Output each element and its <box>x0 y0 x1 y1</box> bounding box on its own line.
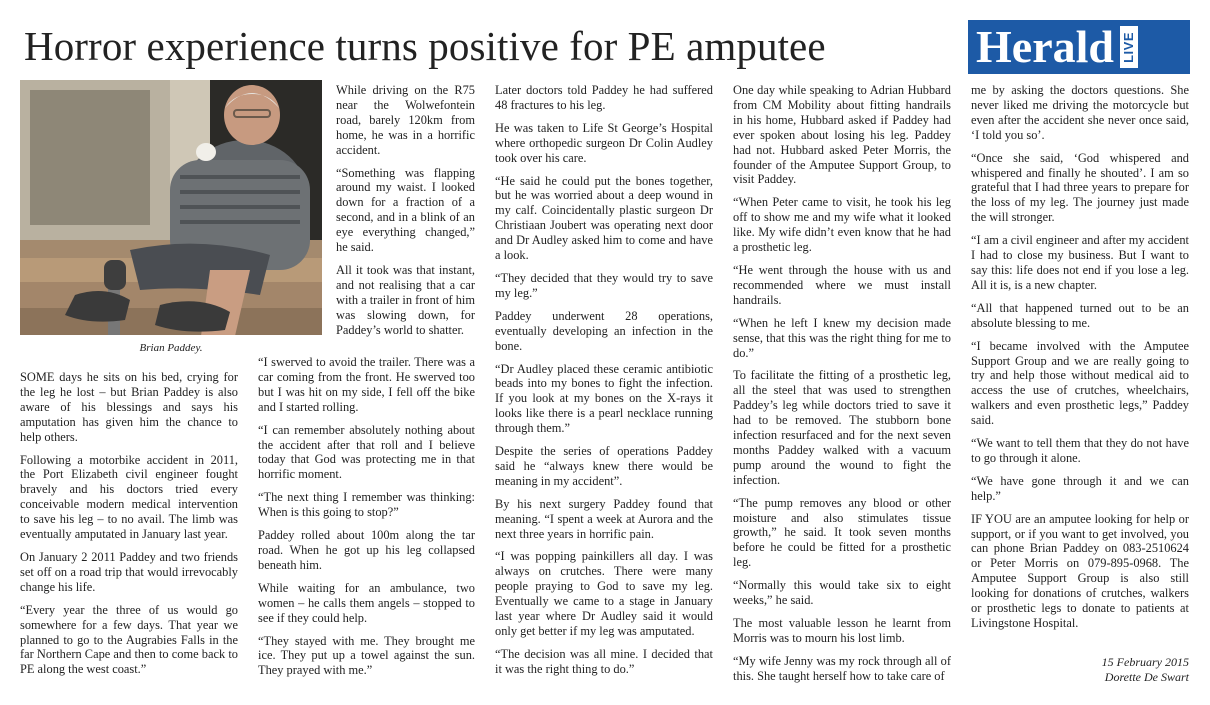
byline <box>971 655 1189 684</box>
paragraph: “Every year the three of us would go somewhere for a few days. That year we planned to go to the Augrabies Falls in the far Northern Cape and then to come back to PE along the west coast.” <box>20 602 238 677</box>
paragraph: One day while speaking to Adrian Hubbard from CM Mobility about fitting handrails in his home, Hubbard asked if Paddey had ever spoken about losing his leg. Paddey had not. Hubbard asked Peter Morris, the founder of the Amputee Support Group, to visit Paddey. <box>733 83 951 187</box>
logo-live-badge <box>1120 26 1138 68</box>
paragraph: He was taken to Life St George’s Hospital where orthopedic surgeon Dr Colin Audley took over his care. <box>495 120 713 165</box>
paragraph: “Normally this would take six to eight weeks,” he said. <box>733 578 951 608</box>
author-name: Dorette De Swart <box>1104 669 1189 684</box>
paragraph: On January 2 2011 Paddey and two friends set off on a road trip that would irrevocably change his life. <box>20 549 238 594</box>
publish-date: 15 February 2015 <box>1101 655 1189 669</box>
paragraph: All it took was that instant, and not realising that a car with a trailer in front of him was slowing down, for Paddey’s world to shatter. <box>336 262 476 337</box>
photo-caption: Brian Paddey. <box>139 342 203 354</box>
paragraph: “My wife Jenny was my rock through all of this. She taught herself how to take care of <box>733 653 951 683</box>
paragraph: “Once she said, ‘God whispered and whispered and finally he shouted’. I am so grateful that I had three years to prepare for the loss of my leg. The journey just made the will stronger. <box>971 150 1189 225</box>
paragraph: SOME days he sits on his bed, crying for the leg he lost – but Brian Paddey is also aware of his blessings and says his amputation has given him the chance to help others. <box>20 370 238 444</box>
paragraph: “Dr Audley placed these ceramic antibiotic beads into my bones to fight the infection. If you look at my bones on the X-rays it looks like there is a pearl necklace running through them.” <box>495 361 713 436</box>
paragraph: Paddey underwent 28 operations, eventually developing an infection in the bone. <box>495 308 713 353</box>
paragraph: “The next thing I remember was thinking: When is this going to stop?” <box>258 490 475 520</box>
paragraph: “They stayed with me. They brought me ice. They put up a towel against the sun. They prayed with me.” <box>258 633 475 678</box>
article-photo <box>20 80 322 335</box>
paragraph: “We have gone through it and we can help.” <box>971 473 1189 503</box>
paragraph: “Something was flapping around my waist. I looked down for a fraction of a second, and in a blink of an eye everything changed,” he said. <box>336 165 475 255</box>
paragraph: “When he left I knew my decision made sense, that this was the right thing for me to do.” <box>733 315 951 360</box>
logo-name: Herald <box>976 21 1114 72</box>
paragraph: “He said he could put the bones together, but he was worried about a deep wound in my calf. Coincidentally plastic surgeon Dr Christiaan Joubert was operating next door and Dr Audley asked him to come and have a look. <box>495 173 713 263</box>
photo-illustration <box>20 80 322 335</box>
paragraph: While waiting for an ambulance, two women – he calls them angels – stopped to see if they could help. <box>258 580 475 625</box>
paragraph: Later doctors told Paddey he had suffered 48 fractures to his leg. <box>495 83 713 112</box>
paragraph: Despite the series of operations Paddey said he “always knew there would be meaning in my accident”. <box>495 444 713 488</box>
logo-live-label: LIVE <box>1121 31 1137 63</box>
column-5 <box>971 83 1189 639</box>
column-1 <box>20 370 238 685</box>
paragraph: While driving on the R75 near the Wolwefontein road, barely 120km from home, he was in a horrific accident. <box>336 83 475 157</box>
paragraph: “The decision was all mine. I decided that it was the right thing to do.” <box>495 646 713 676</box>
paragraph: “We want to tell them that they do not have to go through it alone. <box>971 436 1189 465</box>
paragraph: “I became involved with the Amputee Support Group and we are really going to try and help those without medical aid to access the use of crutches, wheelchairs, walkers and even prosthetic legs,” Paddey said. <box>971 338 1189 428</box>
column-2-top <box>336 83 475 346</box>
paragraph: To facilitate the fitting of a prosthetic leg, all the steel that was used to strengthen Paddey’s leg while doctors tried to save it had to be removed. The stubborn bone infection resurfaced and for the next seven months Paddey walked with a vacuum pump around the wound to fight the infection. <box>733 368 951 487</box>
paragraph: “The pump removes any blood or other moisture and also stimulates tissue growth,” he said. It took seven months before he could be fitted for a prosthetic leg. <box>733 495 951 570</box>
paragraph: By his next surgery Paddey found that meaning. “I spent a week at Aurora and the next three years in horrific pain. <box>495 496 713 541</box>
herald-live-logo[interactable] <box>968 20 1190 74</box>
paragraph: “He went through the house with us and recommended where we must install handrails. <box>733 262 951 307</box>
paragraph: “I am a civil engineer and after my accident I had to close my business. But I want to say this: life does not end if you lose a leg. All it is, is a new chapter. <box>971 233 1189 292</box>
paragraph: The most valuable lesson he learnt from Morris was to mourn his lost limb. <box>733 616 951 645</box>
headline: Horror experience turns positive for PE amputee <box>24 23 826 69</box>
paragraph: “They decided that they would try to save my leg.” <box>495 270 713 300</box>
paragraph: “I swerved to avoid the trailer. There was a car coming from the front. He swerved too but I was hit on my side, I fell off the bike and I started rolling. <box>258 355 475 414</box>
paragraph: “All that happened turned out to be an absolute blessing to me. <box>971 300 1189 330</box>
column-3 <box>495 83 713 685</box>
paragraph: Following a motorbike accident in 2011, the Port Elizabeth civil engineer fought bravely and his doctors tried every conceivable modern medical intervention to save his leg – to no avail. The limb was eventually amputated in January last year. <box>20 452 238 542</box>
paragraph: IF YOU are an amputee looking for help or support, or if you want to get involved, you can phone Brian Paddey on 083-2510624 or Peter Morris on 079-895-0968. The Amputee Support Group is also still looking for donations of crutches, walkers or prosthetic legs to donate to patients at Livingstone Hospital. <box>971 511 1189 630</box>
paragraph: “I was popping painkillers all day. I was always on crutches. There were many people praying to God to save my leg. Eventually we came to a stage in January last year where Dr Audley said it would only get better if my leg was amputated. <box>495 549 713 638</box>
column-2-bottom <box>258 355 475 686</box>
paragraph: me by asking the doctors questions. She never liked me driving the motorcycle but even after the accident she never once said, ‘I told you so’. <box>971 83 1189 142</box>
column-4 <box>733 83 951 692</box>
paragraph: Paddey rolled about 100m along the tar road. When he got up his leg collapsed beneath him. <box>258 528 475 572</box>
paragraph: “When Peter came to visit, he took his leg off to show me and my wife what it looked like. My wife didn’t even know that he had a prosthetic leg. <box>733 195 951 255</box>
paragraph: “I can remember absolutely nothing about the accident after that roll and I believe today that God was protecting me in that horrific moment. <box>258 422 475 482</box>
